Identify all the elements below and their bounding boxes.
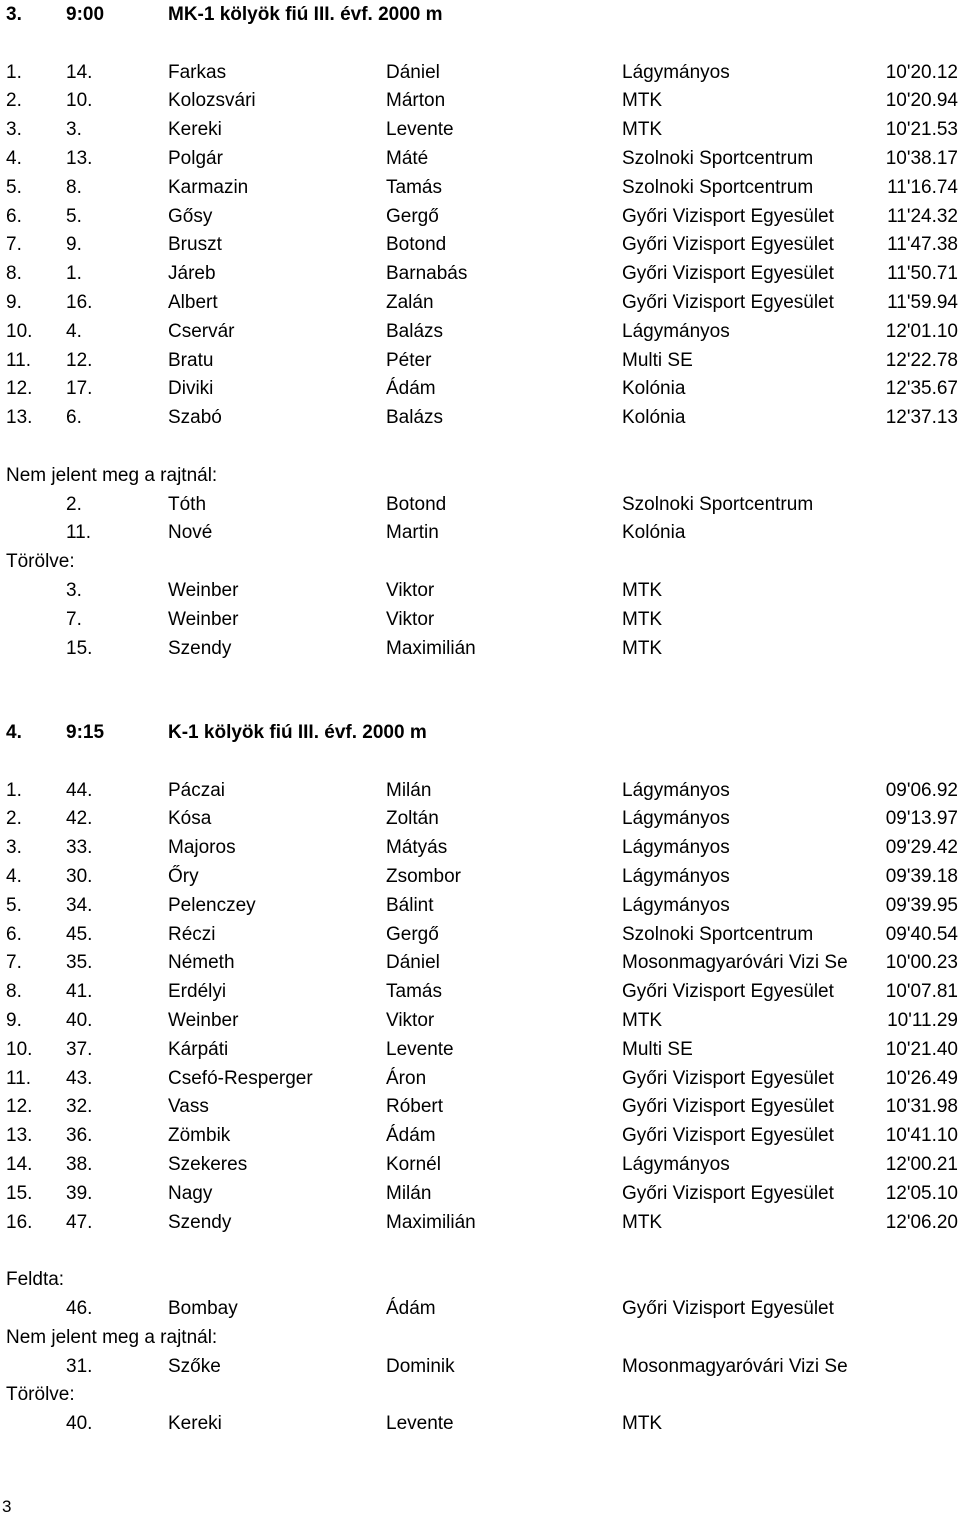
result-first-name: Mátyás — [386, 837, 448, 859]
result-first-name: Zoltán — [386, 808, 439, 830]
result-place: 9. — [6, 1010, 22, 1031]
result-bib: 16. — [66, 292, 93, 313]
result-row — [0, 1064, 960, 1093]
result-first-name: Ádám — [386, 1125, 436, 1147]
result-place: 5. — [6, 894, 22, 916]
event-header — [0, 718, 960, 747]
result-club: Kolónia — [622, 407, 686, 429]
result-club: Lágymányos — [622, 779, 730, 801]
result-club: Lágymányos — [622, 320, 730, 342]
result-place: 7. — [6, 234, 22, 256]
result-bib: 32. — [66, 1096, 93, 1118]
result-club: MTK — [622, 1010, 663, 1031]
result-place: 1. — [6, 779, 22, 801]
note-club: MTK — [622, 580, 663, 601]
page-number: 3 — [2, 1497, 12, 1516]
result-bib: 6. — [66, 407, 82, 429]
result-place: 1. — [6, 61, 22, 83]
result-place: 11. — [6, 349, 32, 371]
note-label — [0, 1380, 960, 1409]
result-first-name: Máté — [386, 148, 429, 169]
result-last-name: Zömbik — [168, 1125, 231, 1147]
result-time: 09'06.92 — [885, 779, 958, 801]
result-row — [0, 317, 960, 346]
result-row — [0, 948, 960, 977]
result-last-name: Kereki — [168, 119, 222, 141]
result-club: Győri Vizisport Egyesület — [622, 292, 834, 313]
result-first-name: Péter — [386, 349, 432, 371]
result-place: 9. — [6, 292, 22, 313]
result-last-name: Weinber — [168, 1010, 239, 1031]
note-first-name: Ádám — [386, 1298, 436, 1319]
result-first-name: Balázs — [386, 320, 444, 342]
result-time: 11'47.38 — [887, 234, 958, 256]
result-row — [0, 1121, 960, 1150]
note-bib: 31. — [66, 1355, 93, 1377]
event-title: MK-1 kölyök fiú III. évf. 2000 m — [168, 4, 443, 25]
result-time: 10'07.81 — [885, 981, 958, 1003]
result-place: 13. — [6, 1125, 33, 1147]
note-first-name: Dominik — [386, 1355, 455, 1377]
result-bib: 14. — [66, 61, 93, 83]
result-bib: 39. — [66, 1182, 93, 1204]
result-time: 12'01.10 — [885, 320, 958, 342]
result-first-name: Dániel — [386, 952, 440, 974]
result-place: 7. — [6, 952, 22, 974]
result-row — [0, 1179, 960, 1208]
result-row — [0, 1150, 960, 1179]
result-time: 10'21.40 — [885, 1038, 958, 1060]
result-bib: 30. — [66, 866, 93, 887]
event-number: 3. — [6, 4, 22, 25]
event-number: 4. — [6, 722, 22, 743]
result-bib: 33. — [66, 837, 93, 859]
result-club: Kolónia — [622, 378, 686, 400]
result-first-name: Ádám — [386, 378, 436, 400]
note-label-text: Törölve: — [6, 1384, 75, 1406]
note-entry — [0, 518, 960, 547]
result-time: 10'20.94 — [885, 90, 958, 112]
result-place: 3. — [6, 119, 22, 141]
result-last-name: Bratu — [168, 349, 214, 371]
result-first-name: Viktor — [386, 1010, 435, 1031]
result-first-name: Tamás — [386, 981, 442, 1003]
result-bib: 17. — [66, 378, 93, 400]
note-club: Kolónia — [622, 522, 686, 544]
result-time: 11'50.71 — [887, 263, 958, 285]
result-club: Szolnoki Sportcentrum — [622, 176, 814, 198]
result-first-name: Milán — [386, 1182, 432, 1204]
result-last-name: Kósa — [168, 808, 212, 830]
result-club: Győri Vizisport Egyesület — [622, 1067, 834, 1089]
result-bib: 37. — [66, 1038, 93, 1060]
result-place: 4. — [6, 148, 22, 169]
result-bib: 12. — [66, 349, 93, 371]
result-club: MTK — [622, 1211, 663, 1233]
result-club: Győri Vizisport Egyesület — [622, 981, 834, 1003]
note-entry — [0, 1409, 960, 1438]
result-first-name: Tamás — [386, 176, 442, 198]
result-last-name: Németh — [168, 952, 235, 974]
note-last-name: Bombay — [168, 1298, 238, 1319]
note-last-name: Kereki — [168, 1413, 222, 1435]
result-place: 6. — [6, 205, 22, 227]
note-label — [0, 1265, 960, 1294]
result-club: Lágymányos — [622, 894, 730, 916]
result-last-name: Cservár — [168, 320, 235, 342]
result-bib: 41. — [66, 981, 93, 1003]
result-first-name: Barnabás — [386, 263, 468, 285]
result-time: 12'37.13 — [885, 407, 958, 429]
result-place: 4. — [6, 866, 22, 887]
result-first-name: Kornél — [386, 1154, 441, 1175]
result-club: Lágymányos — [622, 837, 730, 859]
result-last-name: Szendy — [168, 1211, 232, 1233]
result-row — [0, 1208, 960, 1237]
note-club: Szolnoki Sportcentrum — [622, 493, 814, 515]
result-row — [0, 86, 960, 115]
note-label — [0, 1323, 960, 1352]
result-last-name: Járeb — [168, 263, 216, 285]
result-place: 2. — [6, 808, 22, 830]
result-row — [0, 288, 960, 317]
result-row — [0, 1006, 960, 1035]
result-place: 12. — [6, 378, 33, 400]
note-last-name: Nové — [168, 522, 213, 544]
result-row — [0, 833, 960, 862]
result-club: Győri Vizisport Egyesület — [622, 263, 834, 285]
note-last-name: Weinber — [168, 608, 239, 630]
note-last-name: Szőke — [168, 1355, 221, 1377]
result-club: Győri Vizisport Egyesület — [622, 205, 834, 227]
result-club: Győri Vizisport Egyesület — [622, 1125, 834, 1147]
result-club: Lágymányos — [622, 808, 730, 830]
note-entry — [0, 576, 960, 605]
note-entry — [0, 1352, 960, 1381]
note-first-name: Botond — [386, 493, 447, 515]
note-last-name: Tóth — [168, 493, 207, 515]
result-last-name: Farkas — [168, 61, 227, 83]
result-time: 12'06.20 — [885, 1211, 958, 1233]
result-bib: 3. — [66, 119, 82, 141]
result-bib: 38. — [66, 1154, 93, 1175]
result-last-name: Polgár — [168, 148, 223, 169]
result-row — [0, 230, 960, 259]
result-row — [0, 58, 960, 87]
result-bib: 47. — [66, 1211, 93, 1233]
result-bib: 9. — [66, 234, 82, 256]
result-row — [0, 1092, 960, 1121]
note-bib: 2. — [66, 493, 82, 515]
result-row — [0, 144, 960, 173]
event-time: 9:00 — [66, 4, 105, 25]
note-entry — [0, 1294, 960, 1323]
result-time: 11'59.94 — [887, 292, 958, 313]
result-row — [0, 891, 960, 920]
result-club: Győri Vizisport Egyesület — [622, 1096, 834, 1118]
result-club: Multi SE — [622, 349, 693, 371]
result-time: 09'13.97 — [885, 808, 958, 830]
note-bib: 7. — [66, 608, 82, 630]
result-last-name: Karmazin — [168, 176, 249, 198]
result-row — [0, 374, 960, 403]
result-row — [0, 403, 960, 432]
result-time: 10'00.23 — [885, 952, 958, 974]
result-club: Multi SE — [622, 1038, 693, 1060]
result-row — [0, 804, 960, 833]
result-bib: 45. — [66, 923, 93, 945]
result-last-name: Nagy — [168, 1182, 213, 1204]
note-bib: 15. — [66, 637, 93, 659]
note-label — [0, 461, 960, 490]
result-last-name: Réczi — [168, 923, 216, 945]
note-label-text: Törölve: — [6, 551, 75, 573]
result-place: 8. — [6, 981, 22, 1003]
note-label — [0, 547, 960, 576]
result-last-name: Őry — [168, 866, 199, 887]
result-time: 09'39.18 — [885, 866, 958, 887]
result-last-name: Gősy — [168, 205, 213, 227]
result-time: 12'05.10 — [885, 1182, 958, 1204]
result-time: 12'35.67 — [885, 378, 958, 400]
result-place: 8. — [6, 263, 22, 285]
result-last-name: Szabó — [168, 407, 222, 429]
result-first-name: Milán — [386, 779, 432, 801]
note-entry — [0, 490, 960, 519]
result-place: 2. — [6, 90, 22, 112]
result-last-name: Pelenczey — [168, 894, 256, 916]
result-first-name: Zsombor — [386, 866, 461, 887]
result-last-name: Majoros — [168, 837, 236, 859]
result-time: 10'21.53 — [885, 119, 958, 141]
result-first-name: Márton — [386, 90, 446, 112]
result-time: 09'40.54 — [885, 923, 958, 945]
result-time: 10'20.12 — [885, 61, 958, 83]
result-place: 12. — [6, 1096, 33, 1118]
result-bib: 10. — [66, 90, 93, 112]
note-bib: 3. — [66, 580, 82, 601]
result-club: Győri Vizisport Egyesület — [622, 1182, 834, 1204]
note-label-text: Nem jelent meg a rajtnál: — [6, 1326, 218, 1348]
note-last-name: Weinber — [168, 580, 239, 601]
event-time: 9:15 — [66, 722, 105, 743]
result-first-name: Levente — [386, 119, 454, 141]
result-club: Lágymányos — [622, 61, 730, 83]
result-first-name: Maximilián — [386, 1211, 476, 1233]
result-first-name: Zalán — [386, 292, 434, 313]
result-place: 11. — [6, 1067, 32, 1089]
note-entry — [0, 605, 960, 634]
result-time: 11'24.32 — [887, 205, 958, 227]
result-bib: 13. — [66, 148, 93, 169]
result-bib: 8. — [66, 176, 82, 198]
result-first-name: Gergő — [386, 205, 439, 227]
result-row — [0, 115, 960, 144]
result-place: 5. — [6, 176, 22, 198]
note-bib: 11. — [66, 522, 92, 544]
result-first-name: Botond — [386, 234, 447, 256]
result-time: 10'41.10 — [885, 1125, 958, 1147]
note-first-name: Maximilián — [386, 637, 476, 659]
result-bib: 43. — [66, 1067, 93, 1089]
result-place: 10. — [6, 1038, 33, 1060]
result-time: 10'38.17 — [885, 148, 958, 169]
result-first-name: Gergő — [386, 923, 439, 945]
result-time: 10'26.49 — [885, 1067, 958, 1089]
result-bib: 44. — [66, 779, 93, 801]
result-row — [0, 173, 960, 202]
result-bib: 36. — [66, 1125, 93, 1147]
result-row — [0, 1035, 960, 1064]
result-club: Mosonmagyaróvári Vizi Se — [622, 952, 848, 974]
result-last-name: Diviki — [168, 378, 214, 400]
note-label-text: Feldta: — [6, 1269, 65, 1291]
note-first-name: Levente — [386, 1413, 454, 1435]
result-last-name: Albert — [168, 292, 218, 313]
result-last-name: Kárpáti — [168, 1038, 229, 1060]
result-last-name: Bruszt — [168, 234, 222, 256]
result-time: 10'11.29 — [887, 1010, 958, 1031]
result-first-name: Róbert — [386, 1096, 444, 1118]
note-first-name: Viktor — [386, 608, 435, 630]
result-last-name: Szekeres — [168, 1154, 248, 1175]
result-last-name: Vass — [168, 1096, 209, 1118]
result-bib: 34. — [66, 894, 93, 916]
result-club: MTK — [622, 90, 663, 112]
result-row — [0, 346, 960, 375]
result-time: 12'22.78 — [885, 349, 958, 371]
note-first-name: Martin — [386, 522, 439, 544]
result-first-name: Áron — [386, 1067, 427, 1089]
event-header — [0, 0, 960, 29]
result-bib: 5. — [66, 205, 82, 227]
result-time: 09'29.42 — [885, 837, 958, 859]
result-last-name: Erdélyi — [168, 981, 227, 1003]
result-club: Győri Vizisport Egyesület — [622, 234, 834, 256]
note-club: Győri Vizisport Egyesület — [622, 1298, 834, 1319]
result-row — [0, 862, 960, 891]
result-bib: 40. — [66, 1010, 93, 1031]
result-first-name: Balázs — [386, 407, 444, 429]
result-club: Lágymányos — [622, 1154, 730, 1175]
note-first-name: Viktor — [386, 580, 435, 601]
result-last-name: Páczai — [168, 779, 226, 801]
result-first-name: Bálint — [386, 894, 434, 916]
result-place: 16. — [6, 1211, 33, 1233]
result-bib: 35. — [66, 952, 93, 974]
note-club: MTK — [622, 608, 663, 630]
result-bib: 4. — [66, 320, 82, 342]
result-row — [0, 202, 960, 231]
result-row — [0, 920, 960, 949]
note-bib: 46. — [66, 1298, 93, 1319]
result-place: 10. — [6, 320, 33, 342]
note-club: MTK — [622, 1413, 663, 1435]
note-last-name: Szendy — [168, 637, 232, 659]
note-club: MTK — [622, 637, 663, 659]
result-first-name: Levente — [386, 1038, 454, 1060]
result-club: Szolnoki Sportcentrum — [622, 148, 814, 169]
result-bib: 1. — [66, 263, 82, 285]
result-club: Szolnoki Sportcentrum — [622, 923, 814, 945]
result-time: 10'31.98 — [885, 1096, 958, 1118]
result-bib: 42. — [66, 808, 93, 830]
result-place: 15. — [6, 1182, 33, 1204]
result-first-name: Dániel — [386, 61, 440, 83]
note-bib: 40. — [66, 1413, 93, 1435]
result-time: 09'39.95 — [885, 894, 958, 916]
result-time: 12'00.21 — [885, 1154, 958, 1175]
note-club: Mosonmagyaróvári Vizi Se — [622, 1355, 848, 1377]
result-club: Lágymányos — [622, 866, 730, 887]
result-row — [0, 977, 960, 1006]
result-time: 11'16.74 — [887, 176, 958, 198]
result-last-name: Csefó-Resperger — [168, 1067, 313, 1089]
event-title: K-1 kölyök fiú III. évf. 2000 m — [168, 722, 427, 743]
result-row — [0, 259, 960, 288]
result-place: 13. — [6, 407, 33, 429]
result-place: 14. — [6, 1154, 33, 1175]
result-place: 6. — [6, 923, 22, 945]
note-entry — [0, 634, 960, 663]
result-row — [0, 776, 960, 805]
note-label-text: Nem jelent meg a rajtnál: — [6, 464, 218, 486]
result-last-name: Kolozsvári — [168, 90, 256, 112]
result-place: 3. — [6, 837, 22, 859]
result-club: MTK — [622, 119, 663, 141]
